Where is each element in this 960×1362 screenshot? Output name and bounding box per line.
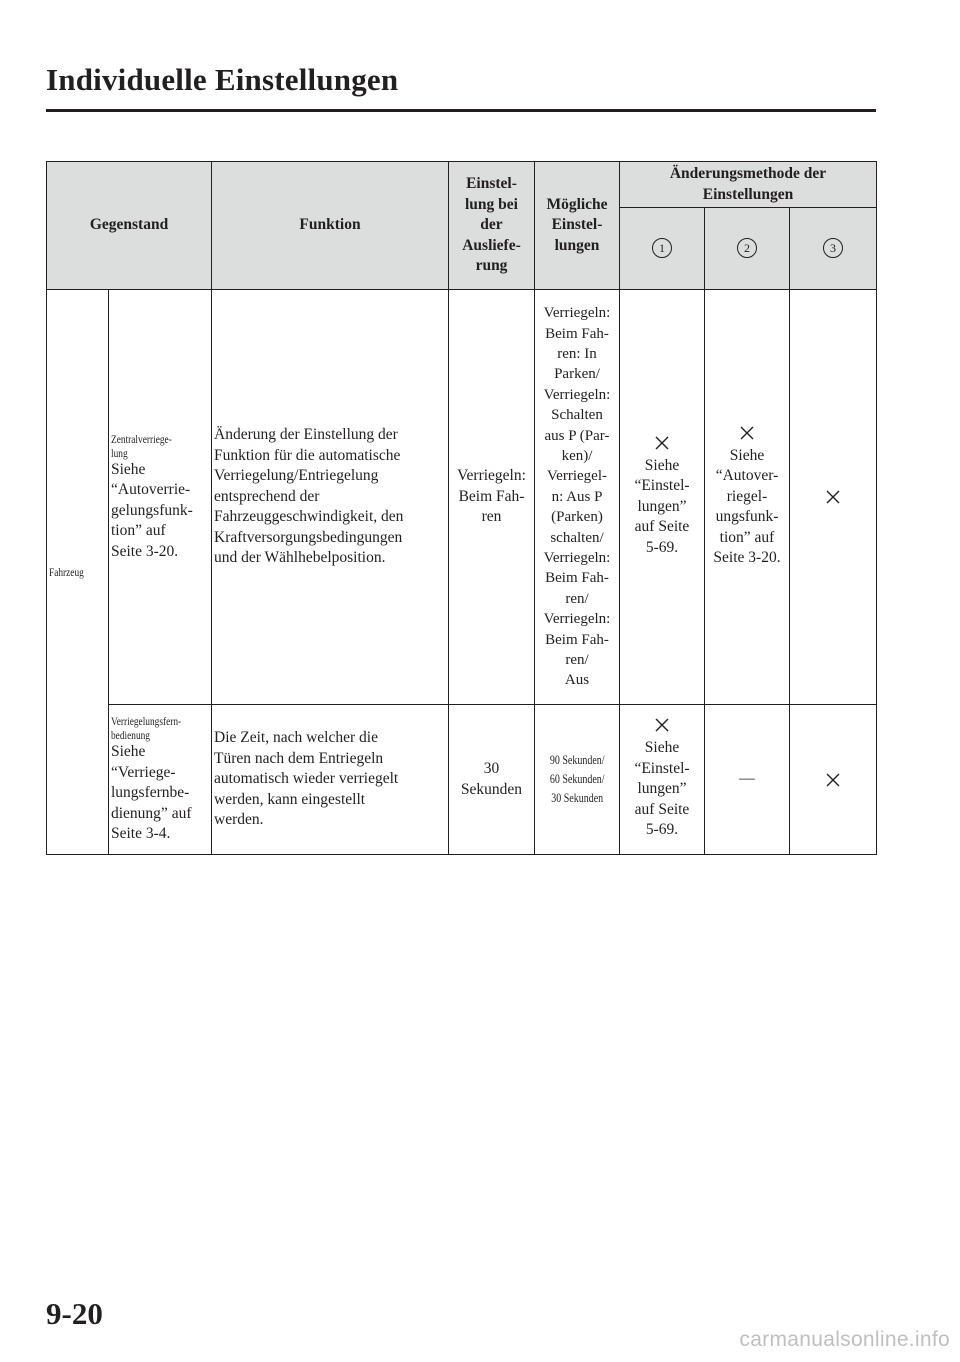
function-cell: Die Zeit, nach welcher die Türen nach dem Entriegeln automatisch wieder verriegelt werden, kann eingestellt werden. [212,705,449,855]
cross-icon [826,773,840,787]
settings-table [46,161,877,855]
table-row [47,705,877,855]
cross-icon [740,426,754,440]
cross-icon [655,718,669,732]
header-possible-settings: Mögliche Einstel- lungen [535,162,620,290]
header-item: Gegenstand [47,162,212,290]
header-change-method: Änderungsmethode der Einstellungen [620,162,877,208]
circled-number-3: 3 [823,238,843,258]
table-row [47,290,877,705]
method-1-cell: Siehe “Einstel- lungen” auf Seite 5-69. [620,705,705,855]
item-cell: Verriegelungsfern- bedienung Siehe “Verriege- lungsfernbe- dienung” auf Seite 3-4. [109,705,212,855]
default-setting-cell: 30 Sekunden [449,705,535,855]
possible-settings-cell: Verriegeln: Beim Fah- ren: In Parken/ Verriegeln: Schalten aus P (Par- ken)/ Verriegel- n: Aus P (Parken) schalten/ Verriegeln: Beim Fah- ren/ Verriegeln: Beim Fah- ren/ Aus [535,290,620,705]
cross-icon [826,490,840,504]
header-method-1 [620,208,705,290]
cross-icon [655,436,669,450]
function-cell: Änderung der Einstellung der Funktion für die automatische Verriegelung/Entriegelung entsprechend der Fahrzeuggeschwindigkeit, den Kraftversorgungsbedingungen und der Wählhebelposition. [212,290,449,705]
page-title: Individuelle Einstellungen [46,62,399,97]
header-method-3 [790,208,877,290]
title-rule [46,109,876,112]
page-number: 9-20 [46,1296,103,1331]
header-default-setting: Einstel- lung bei der Ausliefe- rung [449,162,535,290]
item-cell: Zentralverriege- lung Siehe “Autoverrie- gelungsfunk- tion” auf Seite 3-20. [109,290,212,705]
circled-number-2: 2 [737,238,757,258]
method-1-cell: Siehe “Einstel- lungen” auf Seite 5-69. [620,290,705,705]
default-setting-cell: Verriegeln: Beim Fah- ren [449,290,535,705]
method-2-cell: Siehe “Autover- riegel- ungsfunk- tion” auf Seite 3-20. [705,290,790,705]
method-3-cell [790,705,877,855]
watermark: carmanualsonline.info [739,1328,950,1351]
vehicle-group-cell: Fahrzeug [47,290,109,855]
possible-settings-cell: 90 Sekunden/ 60 Sekunden/ 30 Sekunden [535,705,620,855]
method-3-cell [790,290,877,705]
header-method-2 [705,208,790,290]
circled-number-1: 1 [652,238,672,258]
method-2-cell: — [705,705,790,855]
header-function: Funktion [212,162,449,290]
